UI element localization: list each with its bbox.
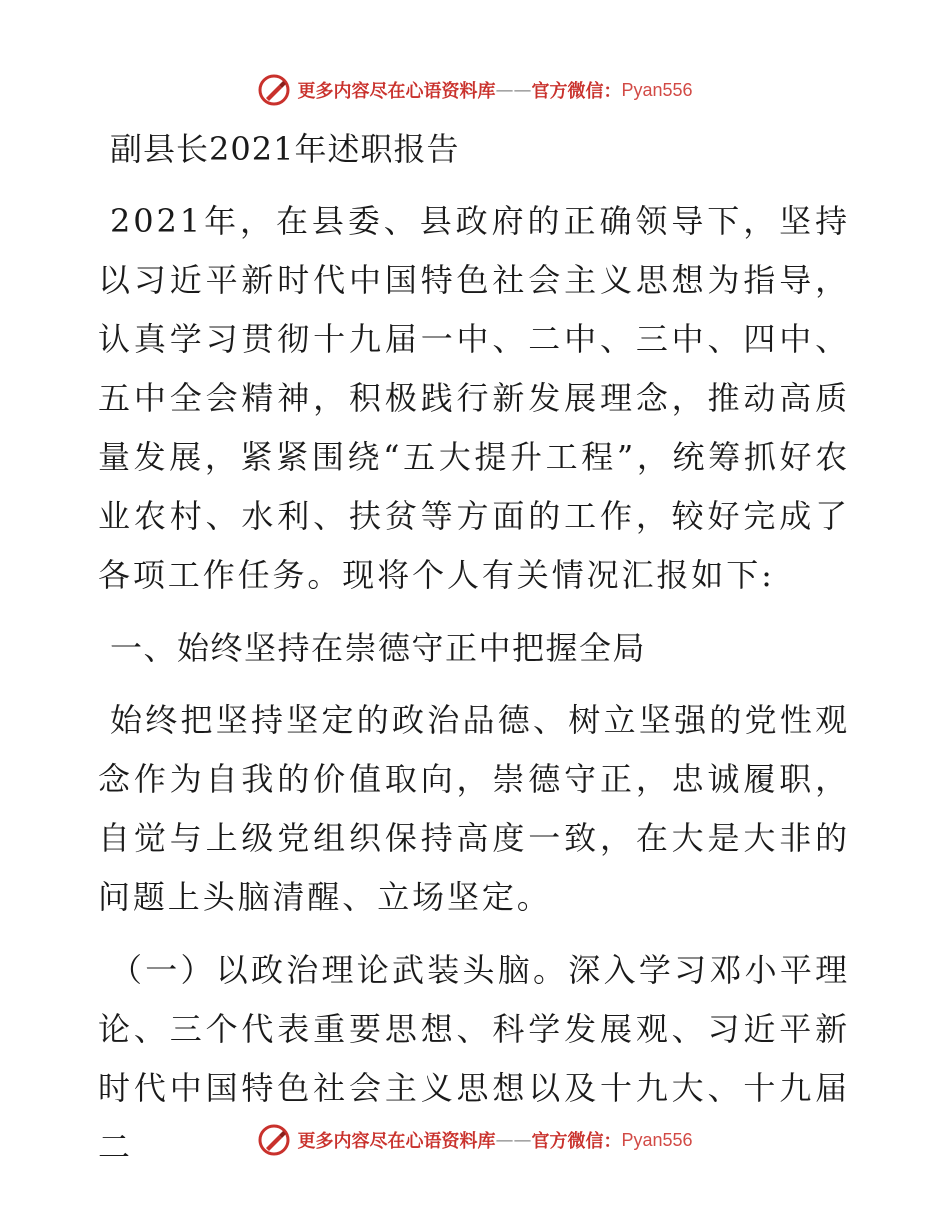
watermark-header — [0, 70, 950, 110]
watermark-wechat-id: Pyan556 — [621, 1129, 693, 1150]
watermark-footer — [0, 1120, 950, 1160]
subsection-1-paragraph: （一）以政治理论武装头脑。深入学习邓小平理论、三个代表重要思想、科学发展观、习近平新时代中国特色社会主义思想以及十九大、十九届二 — [98, 951, 850, 1166]
watermark-wechat-label: 官方微信： — [531, 1131, 622, 1152]
watermark-text: 更多内容尽在心语资料库 — [297, 1131, 496, 1152]
watermark-dash: —— — [495, 79, 532, 101]
intro-paragraph: 2021年，在县委、县政府的正确领导下，坚持以习近平新时代中国特色社会主义思想为指导，认真学习贯彻十九届一中、二中、三中、四中、五中全会精神，积极践行新发展理念，推动高质量发展，紧紧围绕“五大提升工程”，统筹抓好农业农村、水利、扶贫等方面的工作，较好完成了各项工作任务。现将个人有关情况汇报如下: — [98, 202, 850, 594]
watermark-dash: —— — [495, 1129, 532, 1151]
watermark-text: 更多内容尽在心语资料库 — [297, 81, 496, 102]
watermark-wechat-label: 官方微信： — [531, 81, 622, 102]
document-title: 副县长2021年述职报告 — [110, 130, 460, 168]
section-1-paragraph: 始终把坚持坚定的政治品德、树立坚强的党性观念作为自我的价值取向，崇德守正，忠诚履职，自觉与上级党组织保持高度一致，在大是大非的问题上头脑清醒、立场坚定。 — [98, 701, 850, 916]
watermark-wechat-id: Pyan556 — [621, 79, 693, 100]
pen-logo-icon — [257, 1123, 291, 1157]
section-heading-1: 一、始终坚持在崇德守正中把握全局 — [110, 629, 647, 667]
document-body — [98, 120, 850, 1191]
pen-logo-icon — [257, 73, 291, 107]
